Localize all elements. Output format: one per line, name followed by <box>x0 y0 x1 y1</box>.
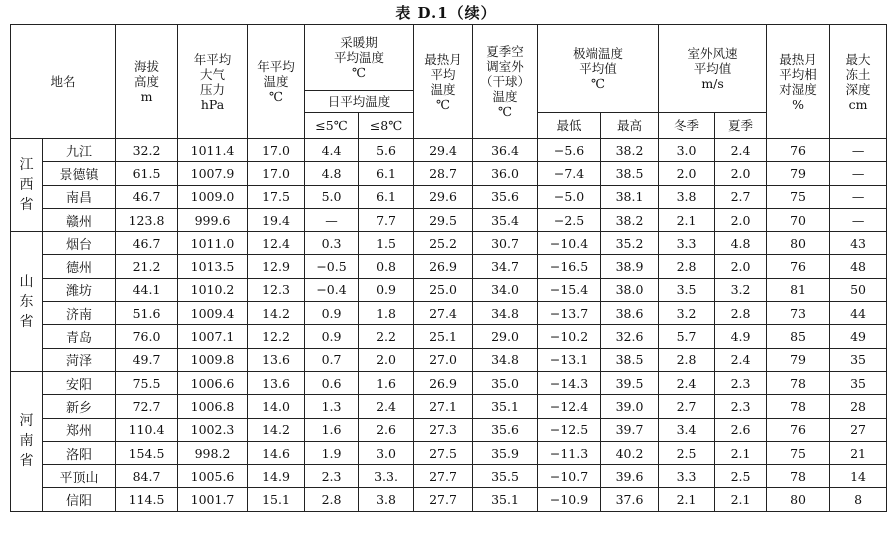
data-cell: — <box>830 139 887 162</box>
data-cell: 8 <box>830 488 887 511</box>
table-row <box>11 488 887 511</box>
data-cell: 27.7 <box>414 465 473 488</box>
city-name: 景德镇 <box>43 162 116 185</box>
data-cell: −0.5 <box>305 255 359 278</box>
data-cell: 35.2 <box>601 232 659 255</box>
data-cell: 85 <box>767 325 830 348</box>
data-cell: 80 <box>767 232 830 255</box>
data-cell: 38.0 <box>601 278 659 301</box>
data-cell: 35.6 <box>473 418 538 441</box>
data-cell: 76 <box>767 139 830 162</box>
data-cell: 2.6 <box>359 418 414 441</box>
province-char: 南 <box>19 433 34 450</box>
data-cell: 110.4 <box>116 418 178 441</box>
city-name: 济南 <box>43 302 116 325</box>
data-cell: 34.8 <box>473 348 538 371</box>
data-cell: 4.9 <box>715 325 767 348</box>
data-cell: 27.0 <box>414 348 473 371</box>
data-cell: 43 <box>830 232 887 255</box>
data-cell: 29.5 <box>414 208 473 231</box>
data-cell: 3.2 <box>659 302 715 325</box>
province-cell <box>11 232 43 372</box>
data-cell: 1009.4 <box>178 302 248 325</box>
data-cell: 27.3 <box>414 418 473 441</box>
data-cell: 17.5 <box>248 185 305 208</box>
data-cell: 27.7 <box>414 488 473 511</box>
table-row <box>11 348 887 371</box>
data-cell: 114.5 <box>116 488 178 511</box>
city-name: 信阳 <box>43 488 116 511</box>
data-cell: 37.6 <box>601 488 659 511</box>
data-cell: — <box>830 185 887 208</box>
data-cell: 3.3 <box>659 232 715 255</box>
data-cell: 35.9 <box>473 441 538 464</box>
data-cell: −12.4 <box>538 395 601 418</box>
data-cell: 25.0 <box>414 278 473 301</box>
data-cell: 35.1 <box>473 395 538 418</box>
data-cell: 5.7 <box>659 325 715 348</box>
city-name: 青岛 <box>43 325 116 348</box>
data-cell: 2.0 <box>715 208 767 231</box>
data-cell: 38.5 <box>601 348 659 371</box>
header-humidity: 最热月 平均相 对湿度 % <box>767 25 830 139</box>
data-cell: 36.4 <box>473 139 538 162</box>
city-name: 烟台 <box>43 232 116 255</box>
data-cell: −13.7 <box>538 302 601 325</box>
header-ext-min: 最低 <box>538 113 601 139</box>
data-cell: 2.8 <box>715 302 767 325</box>
data-cell: −11.3 <box>538 441 601 464</box>
data-cell: 28.7 <box>414 162 473 185</box>
data-cell: 2.7 <box>715 185 767 208</box>
data-cell: 2.8 <box>305 488 359 511</box>
data-cell: 2.3 <box>715 395 767 418</box>
data-cell: 34.0 <box>473 278 538 301</box>
data-cell: 1.6 <box>305 418 359 441</box>
province-cell <box>11 139 43 232</box>
data-cell: 26.9 <box>414 371 473 394</box>
data-cell: 28 <box>830 395 887 418</box>
data-cell: 3.8 <box>659 185 715 208</box>
data-cell: 0.9 <box>359 278 414 301</box>
data-cell: 999.6 <box>178 208 248 231</box>
data-cell: 5.0 <box>305 185 359 208</box>
city-name: 洛阳 <box>43 441 116 464</box>
header-pressure: 年平均 大气 压力 hPa <box>178 25 248 139</box>
data-cell: 1005.6 <box>178 465 248 488</box>
city-name: 平顶山 <box>43 465 116 488</box>
data-cell: 4.4 <box>305 139 359 162</box>
data-cell: 14.0 <box>248 395 305 418</box>
data-cell: 2.1 <box>715 488 767 511</box>
data-cell: −2.5 <box>538 208 601 231</box>
data-cell: 48 <box>830 255 887 278</box>
data-cell: 3.4 <box>659 418 715 441</box>
table-title: 表 D.1（续） <box>395 4 497 22</box>
data-cell: 6.1 <box>359 162 414 185</box>
data-cell: 2.1 <box>659 488 715 511</box>
data-cell: 2.4 <box>715 139 767 162</box>
province-cell <box>11 371 43 511</box>
data-cell: 76 <box>767 255 830 278</box>
data-cell: 35.6 <box>473 185 538 208</box>
header-summer-ac: 夏季空 调室外 （干球） 温度 ℃ <box>473 25 538 139</box>
data-cell: 2.8 <box>659 348 715 371</box>
data-cell: 61.5 <box>116 162 178 185</box>
data-cell: 38.5 <box>601 162 659 185</box>
table-row <box>11 278 887 301</box>
data-cell: 25.2 <box>414 232 473 255</box>
data-cell: 5.6 <box>359 139 414 162</box>
data-cell: 0.7 <box>305 348 359 371</box>
data-cell: 38.9 <box>601 255 659 278</box>
data-cell: 14.2 <box>248 302 305 325</box>
data-cell: 29.4 <box>414 139 473 162</box>
data-cell: −7.4 <box>538 162 601 185</box>
data-cell: 14 <box>830 465 887 488</box>
data-cell: 75 <box>767 441 830 464</box>
data-cell: 70 <box>767 208 830 231</box>
data-cell: 4.8 <box>715 232 767 255</box>
city-name: 九江 <box>43 139 116 162</box>
province-char: 东 <box>19 293 34 310</box>
data-cell: −10.2 <box>538 325 601 348</box>
header-ext-max: 最高 <box>601 113 659 139</box>
header-winter: 冬季 <box>659 113 715 139</box>
data-cell: 2.1 <box>715 441 767 464</box>
data-cell: 84.7 <box>116 465 178 488</box>
data-cell: 13.6 <box>248 348 305 371</box>
table-row <box>11 325 887 348</box>
data-cell: 15.1 <box>248 488 305 511</box>
data-cell: 0.9 <box>305 302 359 325</box>
data-cell: 2.0 <box>659 162 715 185</box>
header-location: 地名 <box>11 25 116 139</box>
data-cell: 34.8 <box>473 302 538 325</box>
data-cell: 1011.0 <box>178 232 248 255</box>
data-cell: 2.5 <box>715 465 767 488</box>
data-cell: 30.7 <box>473 232 538 255</box>
city-name: 赣州 <box>43 208 116 231</box>
data-cell: 27.5 <box>414 441 473 464</box>
data-cell: 80 <box>767 488 830 511</box>
data-cell: 49.7 <box>116 348 178 371</box>
data-cell: 0.6 <box>305 371 359 394</box>
data-cell: 2.4 <box>715 348 767 371</box>
data-cell: 13.6 <box>248 371 305 394</box>
header-extreme: 极端温度 平均值 ℃ <box>538 25 659 113</box>
data-cell: 1006.8 <box>178 395 248 418</box>
data-cell: −10.4 <box>538 232 601 255</box>
data-cell: 72.7 <box>116 395 178 418</box>
province-char: 山 <box>19 273 34 290</box>
city-name: 郑州 <box>43 418 116 441</box>
data-cell: 1.8 <box>359 302 414 325</box>
data-cell: 27 <box>830 418 887 441</box>
data-cell: 1002.3 <box>178 418 248 441</box>
data-cell: 38.1 <box>601 185 659 208</box>
data-cell: 2.0 <box>715 162 767 185</box>
data-cell: 17.0 <box>248 162 305 185</box>
data-cell: 17.0 <box>248 139 305 162</box>
data-cell: 39.5 <box>601 371 659 394</box>
table-row <box>11 395 887 418</box>
table-row <box>11 139 887 162</box>
table-row <box>11 371 887 394</box>
data-cell: 35 <box>830 348 887 371</box>
data-cell: 1006.6 <box>178 371 248 394</box>
header-annual-temp: 年平均 温度 ℃ <box>248 25 305 139</box>
data-cell: −0.4 <box>305 278 359 301</box>
data-cell: 78 <box>767 395 830 418</box>
data-cell: 1001.7 <box>178 488 248 511</box>
data-cell: 1009.0 <box>178 185 248 208</box>
province-char: 河 <box>19 413 34 430</box>
header-frost: 最大 冻土 深度 cm <box>830 25 887 139</box>
header-le8: ≤8℃ <box>359 113 414 139</box>
data-cell: 79 <box>767 348 830 371</box>
table-row <box>11 208 887 231</box>
table-row <box>11 162 887 185</box>
data-cell: 2.2 <box>359 325 414 348</box>
header-hottest-temp: 最热月 平均 温度 ℃ <box>414 25 473 139</box>
data-cell: 0.3 <box>305 232 359 255</box>
data-cell: 75 <box>767 185 830 208</box>
data-cell: 1013.5 <box>178 255 248 278</box>
table-header <box>11 25 887 139</box>
data-cell: 2.6 <box>715 418 767 441</box>
data-cell: 2.0 <box>715 255 767 278</box>
data-cell: 35.5 <box>473 465 538 488</box>
table-row <box>11 255 887 278</box>
data-cell: 49 <box>830 325 887 348</box>
data-cell: 3.2 <box>715 278 767 301</box>
header-wind: 室外风速 平均值 m/s <box>659 25 767 113</box>
data-cell: 2.7 <box>659 395 715 418</box>
data-cell: 26.9 <box>414 255 473 278</box>
data-cell: 35 <box>830 371 887 394</box>
data-cell: 51.6 <box>116 302 178 325</box>
data-cell: 38.2 <box>601 208 659 231</box>
table-row <box>11 441 887 464</box>
province-char: 省 <box>19 313 34 330</box>
data-cell: 154.5 <box>116 441 178 464</box>
data-cell: 50 <box>830 278 887 301</box>
data-cell: 2.3 <box>715 371 767 394</box>
data-cell: 2.3 <box>305 465 359 488</box>
data-cell: 998.2 <box>178 441 248 464</box>
city-name: 南昌 <box>43 185 116 208</box>
city-name: 菏泽 <box>43 348 116 371</box>
data-cell: 12.9 <box>248 255 305 278</box>
data-cell: 7.7 <box>359 208 414 231</box>
data-cell: 40.2 <box>601 441 659 464</box>
climate-data-table <box>10 24 887 512</box>
data-cell: 1.5 <box>359 232 414 255</box>
header-le5: ≤5℃ <box>305 113 359 139</box>
data-cell: 79 <box>767 162 830 185</box>
data-cell: 44 <box>830 302 887 325</box>
data-cell: 29.6 <box>414 185 473 208</box>
data-cell: 32.2 <box>116 139 178 162</box>
header-daily-avg: 日平均温度 <box>305 91 414 113</box>
data-cell: — <box>305 208 359 231</box>
data-cell: 3.5 <box>659 278 715 301</box>
data-cell: 1011.4 <box>178 139 248 162</box>
data-cell: 12.3 <box>248 278 305 301</box>
header-heating: 采暖期 平均温度 ℃ <box>305 25 414 91</box>
data-cell: 29.0 <box>473 325 538 348</box>
table-row <box>11 185 887 208</box>
data-cell: 1.3 <box>305 395 359 418</box>
table-row <box>11 465 887 488</box>
data-cell: 1010.2 <box>178 278 248 301</box>
data-cell: 35.1 <box>473 488 538 511</box>
data-cell: 81 <box>767 278 830 301</box>
data-cell: 1007.1 <box>178 325 248 348</box>
data-cell: 0.9 <box>305 325 359 348</box>
data-cell: 1009.8 <box>178 348 248 371</box>
data-cell: — <box>830 162 887 185</box>
data-cell: 21.2 <box>116 255 178 278</box>
city-name: 德州 <box>43 255 116 278</box>
data-cell: 27.4 <box>414 302 473 325</box>
data-cell: −16.5 <box>538 255 601 278</box>
data-cell: 19.4 <box>248 208 305 231</box>
city-name: 潍坊 <box>43 278 116 301</box>
data-cell: 78 <box>767 371 830 394</box>
data-cell: 1007.9 <box>178 162 248 185</box>
data-cell: −10.7 <box>538 465 601 488</box>
data-cell: 38.6 <box>601 302 659 325</box>
data-cell: 44.1 <box>116 278 178 301</box>
data-cell: 3.3. <box>359 465 414 488</box>
data-cell: 36.0 <box>473 162 538 185</box>
data-cell: 12.2 <box>248 325 305 348</box>
data-cell: −14.3 <box>538 371 601 394</box>
table-row <box>11 418 887 441</box>
data-cell: 46.7 <box>116 185 178 208</box>
data-cell: 1.9 <box>305 441 359 464</box>
data-cell: 39.7 <box>601 418 659 441</box>
data-cell: 3.3 <box>659 465 715 488</box>
data-cell: 14.6 <box>248 441 305 464</box>
data-cell: 2.1 <box>659 208 715 231</box>
data-cell: 32.6 <box>601 325 659 348</box>
data-cell: 2.0 <box>359 348 414 371</box>
data-cell: 4.8 <box>305 162 359 185</box>
data-cell: 35.4 <box>473 208 538 231</box>
data-cell: 76 <box>767 418 830 441</box>
data-cell: 0.8 <box>359 255 414 278</box>
data-cell: 12.4 <box>248 232 305 255</box>
data-cell: −13.1 <box>538 348 601 371</box>
data-cell: 3.8 <box>359 488 414 511</box>
data-cell: 39.6 <box>601 465 659 488</box>
header-summer: 夏季 <box>715 113 767 139</box>
data-cell: 2.8 <box>659 255 715 278</box>
data-cell: 21 <box>830 441 887 464</box>
data-cell: 2.5 <box>659 441 715 464</box>
data-cell: −10.9 <box>538 488 601 511</box>
data-cell: 123.8 <box>116 208 178 231</box>
data-cell: 35.0 <box>473 371 538 394</box>
province-char: 西 <box>19 177 34 194</box>
table-row <box>11 232 887 255</box>
province-char: 江 <box>19 157 34 174</box>
city-name: 安阳 <box>43 371 116 394</box>
data-cell: 14.9 <box>248 465 305 488</box>
data-cell: 73 <box>767 302 830 325</box>
data-cell: 3.0 <box>359 441 414 464</box>
data-cell: −12.5 <box>538 418 601 441</box>
table-body <box>11 139 887 512</box>
data-cell: 3.0 <box>659 139 715 162</box>
data-cell: 1.6 <box>359 371 414 394</box>
province-char: 省 <box>19 453 34 470</box>
data-cell: — <box>830 208 887 231</box>
data-cell: 27.1 <box>414 395 473 418</box>
data-cell: 25.1 <box>414 325 473 348</box>
data-cell: 46.7 <box>116 232 178 255</box>
data-cell: −15.4 <box>538 278 601 301</box>
data-cell: 6.1 <box>359 185 414 208</box>
data-cell: −5.6 <box>538 139 601 162</box>
data-cell: 78 <box>767 465 830 488</box>
province-char: 省 <box>19 197 34 214</box>
data-cell: 34.7 <box>473 255 538 278</box>
data-cell: −5.0 <box>538 185 601 208</box>
data-cell: 2.4 <box>659 371 715 394</box>
data-cell: 39.0 <box>601 395 659 418</box>
data-cell: 75.5 <box>116 371 178 394</box>
data-cell: 38.2 <box>601 139 659 162</box>
data-cell: 76.0 <box>116 325 178 348</box>
city-name: 新乡 <box>43 395 116 418</box>
data-cell: 2.4 <box>359 395 414 418</box>
data-cell: 14.2 <box>248 418 305 441</box>
table-row <box>11 302 887 325</box>
header-altitude: 海拔 高度 m <box>116 25 178 139</box>
